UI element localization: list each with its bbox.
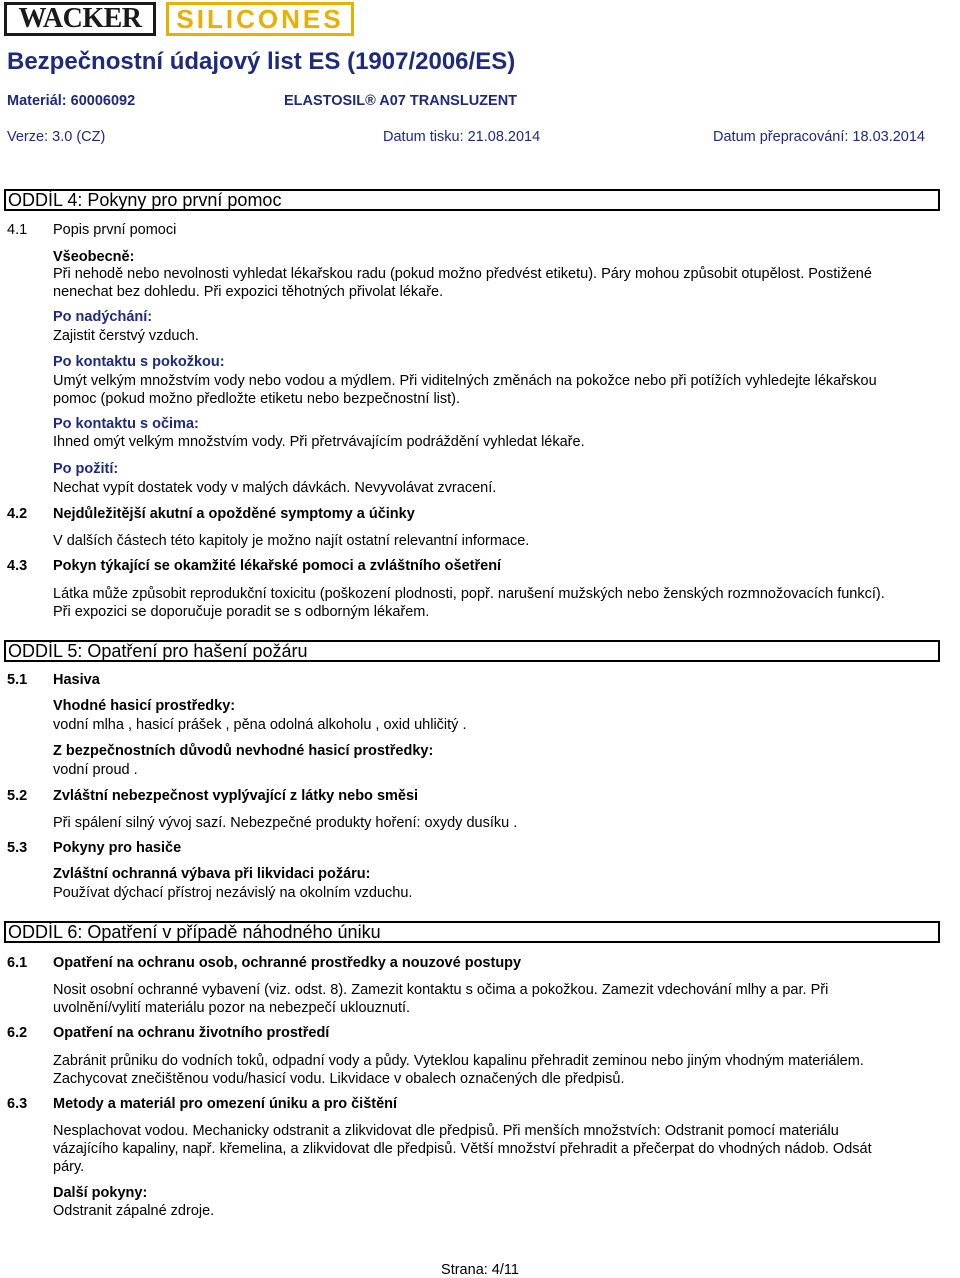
subsection-heading: Metody a materiál pro omezení úniku a pro čištění [53,1096,398,1112]
section-number: 5.2 [7,788,28,804]
section-number: 6.2 [7,1025,28,1041]
subsection-heading: Opatření na ochranu osob, ochranné prostředky a nouzové postupy [53,955,522,971]
section-4-title: ODDÍL 4: Pokyny pro první pomoc [8,190,282,210]
section-6-header [4,921,940,943]
subsection-heading: Popis první pomoci [53,222,177,238]
suitable-media-text: vodní mlha , hasicí prášek , pěna odolná alkoholu , oxid uhličitý . [53,717,467,733]
further-info-label: Další pokyny: [53,1185,148,1201]
section-number: 5.3 [7,840,28,856]
section-5-header [4,640,940,662]
environmental-precautions-text-line: Zabránit průniku do vodních toků, odpadní vody a půdy. Vyteklou kapalinu přehradit zeminou nebo jiným vhodným materiálem. [53,1053,864,1069]
further-info-text: Odstranit zápalné zdroje. [53,1203,215,1219]
subsection-heading: Pokyn týkající se okamžité lékařské pomoci a zvláštního ošetření [53,558,502,574]
section-number: 6.1 [7,955,28,971]
skin-contact-text-line: Umýt velkým množstvím vody nebo vodou a mýdlem. Při viditelných změnách na pokožce nebo při potížích vyhledejte lékařskou [53,373,877,389]
ingestion-text: Nechat vypít dostatek vody v malých dávkách. Nevyvolávat zvracení. [53,480,497,496]
skin-contact-label: Po kontaktu s pokožkou: [53,354,225,370]
inhalation-label: Po nadýchání: [53,309,153,325]
wacker-logo: WACKER [4,2,156,36]
version: Verze: 3.0 (CZ) [7,129,106,145]
symptoms-text: V dalších částech této kapitoly je možno najít ostatní relevantní informace. [53,533,530,549]
print-date: Datum tisku: 21.08.2014 [383,129,541,145]
subsection-heading: Zvláštní nebezpečnost vyplývající z látky nebo směsi [53,788,419,804]
eye-contact-text: Ihned omýt velkým množstvím vody. Při přetrvávajícím podráždění vyhledat lékaře. [53,434,585,450]
suitable-media-label: Vhodné hasicí prostředky: [53,698,236,714]
section-number: 4.2 [7,506,28,522]
general-label: Všeobecně: [53,249,135,265]
subsection-heading: Nejdůležitější akutní a opožděné symptomy a účinky [53,506,415,522]
general-text-line: nenechat bez dohledu. Při expozici těhotných přivolat lékaře. [53,284,444,300]
personal-precautions-text-line: Nosit osobní ochranné vybavení (viz. odst. 8). Zamezit kontaktu s očima a pokožkou. Zamezit vdechování mlhy a par. Při [53,982,829,998]
inhalation-text: Zajistit čerstvý vzduch. [53,328,199,344]
document-title: Bezpečnostní údajový list ES (1907/2006/ES) [7,48,516,75]
general-text-line: Při nehodě nebo nevolnosti vyhledat lékařskou radu (pokud možno předvést etiketu). Páry mohou způsobit otupělost. Postižené [53,266,872,282]
containment-text-line: páry. [53,1159,85,1175]
material-number: Materiál: 60006092 [7,93,136,109]
environmental-precautions-text-line: Zachycovat znečištěnou vodu/hasicí vodu. Likvidace v obalech označených dle předpisů. [53,1071,625,1087]
subsection-heading: Opatření na ochranu životního prostředí [53,1025,330,1041]
special-hazards-text: Při spálení silný vývoj sazí. Nebezpečné produkty hoření: oxydy dusíku . [53,815,518,831]
page-number: Strana: 4/11 [441,1262,519,1278]
skin-contact-text-line: pomoc (pokud možno předložte etiketu nebo bezpečnostní list). [53,391,461,407]
subsection-heading: Hasiva [53,672,100,688]
ingestion-label: Po požití: [53,461,119,477]
treatment-text-line: Při expozici se doporučuje poradit se s odborným lékařem. [53,604,430,620]
protective-equipment-label: Zvláštní ochranná výbava při likvidaci požáru: [53,866,371,882]
treatment-text-line: Látka může způsobit reprodukční toxicitu (poškození plodnosti, popř. narušení mužských nebo ženských rozmnožovacích funkcí). [53,586,885,602]
section-number: 4.3 [7,558,28,574]
unsuitable-media-text: vodní proud . [53,762,138,778]
section-number: 6.3 [7,1096,28,1112]
section-4-header [4,189,940,211]
eye-contact-label: Po kontaktu s očima: [53,416,199,432]
unsuitable-media-label: Z bezpečnostních důvodů nevhodné hasicí prostředky: [53,743,434,759]
revision-date: Datum přepracování: 18.03.2014 [713,129,925,145]
subsection-heading: Pokyny pro hasiče [53,840,182,856]
section-6-title: ODDÍL 6: Opatření v případě náhodného úniku [8,922,381,942]
section-number: 4.1 [7,222,28,238]
protective-equipment-text: Používat dýchací přístroj nezávislý na okolním vzduchu. [53,885,413,901]
silicones-logo: SILICONES [166,2,354,36]
section-number: 5.1 [7,672,28,688]
containment-text-line: vázajícího kapaliny, např. křemelina, a zlikvidovat dle předpisů. Větší množství přehradit a přečerpat do vhodných nádob. Odsát [53,1141,872,1157]
section-5-title: ODDÍL 5: Opatření pro hašení požáru [8,641,308,661]
product-name: ELASTOSIL® A07 TRANSLUZENT [284,93,518,109]
personal-precautions-text-line: uvolnění/vylití materiálu pozor na nebezpečí uklouznutí. [53,1000,411,1016]
containment-text-line: Nesplachovat vodou. Mechanicky odstranit a zlikvidovat dle předpisů. Při menších množstvích: Odstranit pomocí materiálu [53,1123,839,1139]
